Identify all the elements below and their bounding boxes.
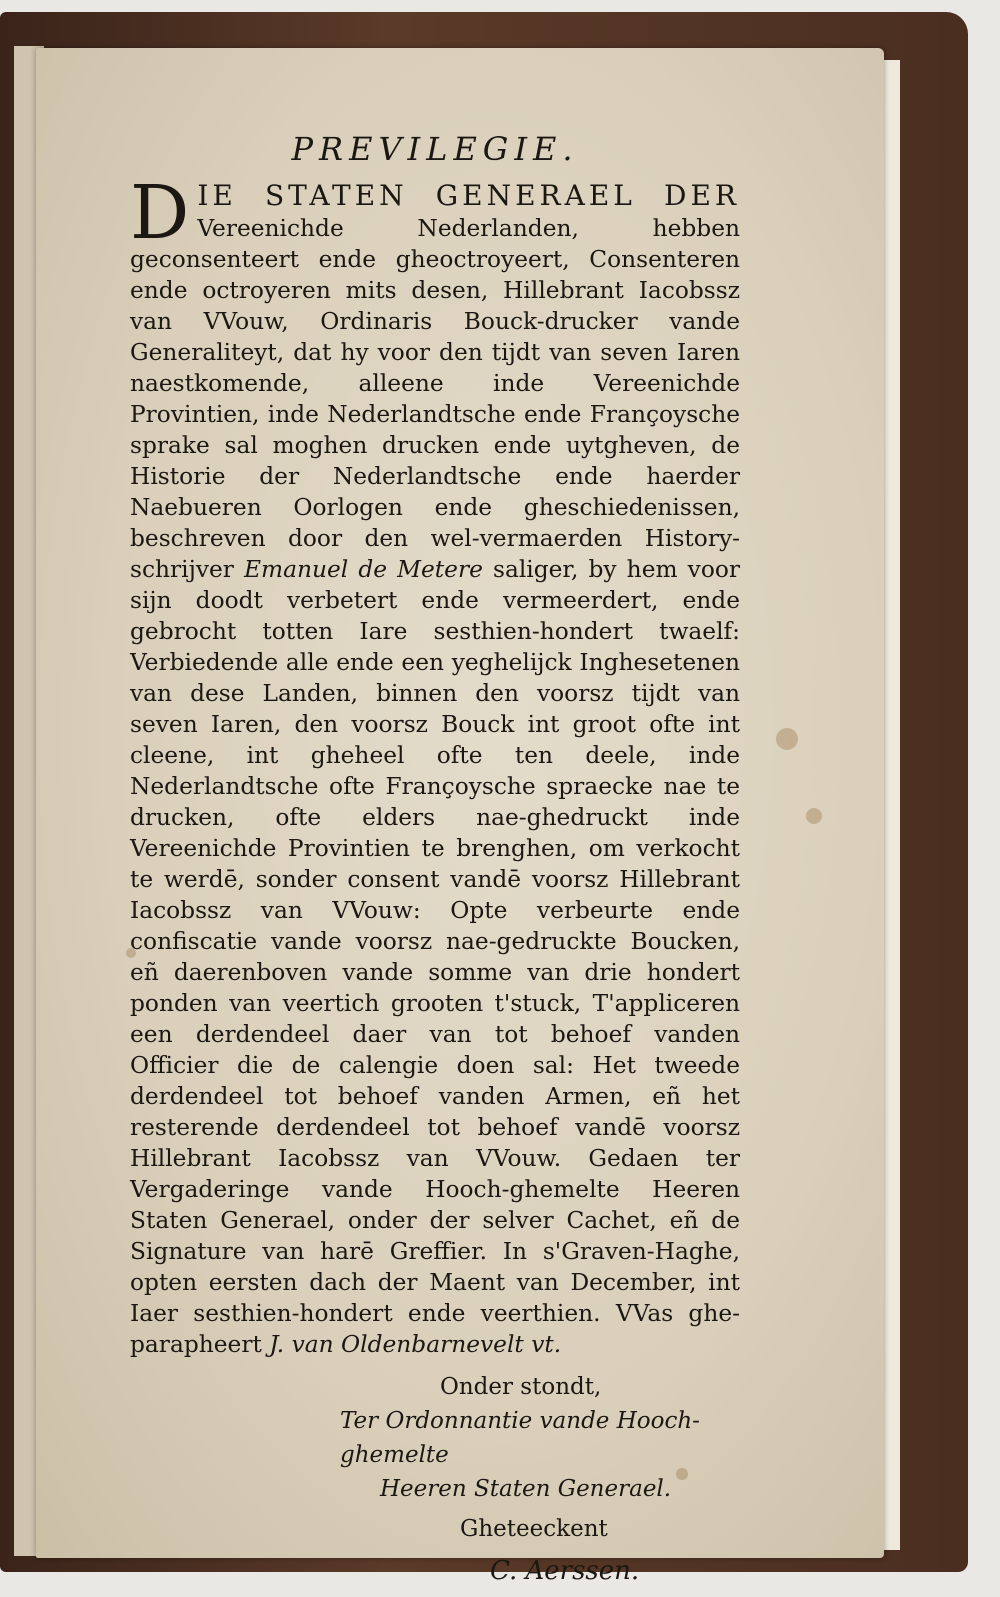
ordonnantie-line-1: Ter Ordonnantie vande Hooch-ghemelte — [340, 1408, 700, 1468]
body-text-part1: Vereenichde Nederlanden, hebben geconsenteert ende gheoctroyeert, Consenteren ende octroyeren mits desen, Hillebrant Iacobssz van VVouw, Ordinaris Bouck-drucker vande Generaliteyt, dat hy voor den tijdt van seven Iaren naestkomende, alleene inde Vereenichde Provintien, inde Nederlandtsche ende Françoysche sprake sal moghen drucken ende uytgheven, de Historie der Nederlandtsche ende haerder Naebueren Oorlogen ende gheschiedenissen, beschreven door den wel-vermaerden History-schrijver — [130, 215, 740, 583]
ordonnantie-line-2: Heeren Staten Generael. — [380, 1476, 672, 1502]
drop-cap: D — [130, 170, 190, 256]
paraph-signature: J. van Oldenbarnevelt vt. — [269, 1331, 562, 1358]
foxing-stain — [806, 808, 822, 824]
page-title: PREVILEGIE. — [291, 130, 579, 168]
gheteeckent: Gheteeckent — [460, 1516, 608, 1542]
privilege-text — [130, 130, 740, 1588]
author-name: Emanuel de Metere — [244, 556, 483, 583]
signature: C. Aerssen. — [490, 1556, 640, 1586]
foxing-stain — [776, 728, 798, 750]
closing-block — [130, 1370, 740, 1588]
onder-stondt: Onder stondt, — [440, 1374, 602, 1400]
body-text-part2: saliger, by hem voor sijn doodt verbetert ende vermeerdert, ende gebrocht totten Iare sesthien-hondert twaelf: Verbiedende alle ende een yeghelijck Inghesetenen van dese Landen, binnen den voorsz tijdt van seven Iaren, den voorsz Bouck int groot ofte int cleene, int gheheel ofte ten deele, inde Nederlandtsche ofte Françoysche spraecke nae te drucken, ofte elders nae-ghedruckt inde Vereenichde Provintien te brenghen, om verkocht te werdē, sonder consent vandē voorsz Hillebrant Iacobssz van VVouw: Opte verbeurte ende confiscatie vande voorsz nae-gedruckte Boucken, eñ daerenboven vande somme van drie hondert ponden van veertich grooten t'stuck, T'appliceren een derdendeel daer van tot behoef vanden Officier die de calengie doen sal: Het tweede derdendeel tot behoef vanden Armen, eñ het resterende derdendeel tot behoef vandē voorsz Hillebrant Iacobssz van VVouw. Gedaen ter Vergaderinge vande Hooch-ghemelte Heeren Staten Generael, onder der selver Cachet, eñ de Signature van harē Greffier. In s'Graven-Haghe, opten eersten dach der Maent van December, int Iaer sesthien-hondert ende veerthien. VVas ghe-parapheert — [130, 556, 741, 1358]
body-paragraph — [130, 170, 741, 1360]
opening-caps: IE STATEN GENERAEL DER — [197, 179, 740, 212]
